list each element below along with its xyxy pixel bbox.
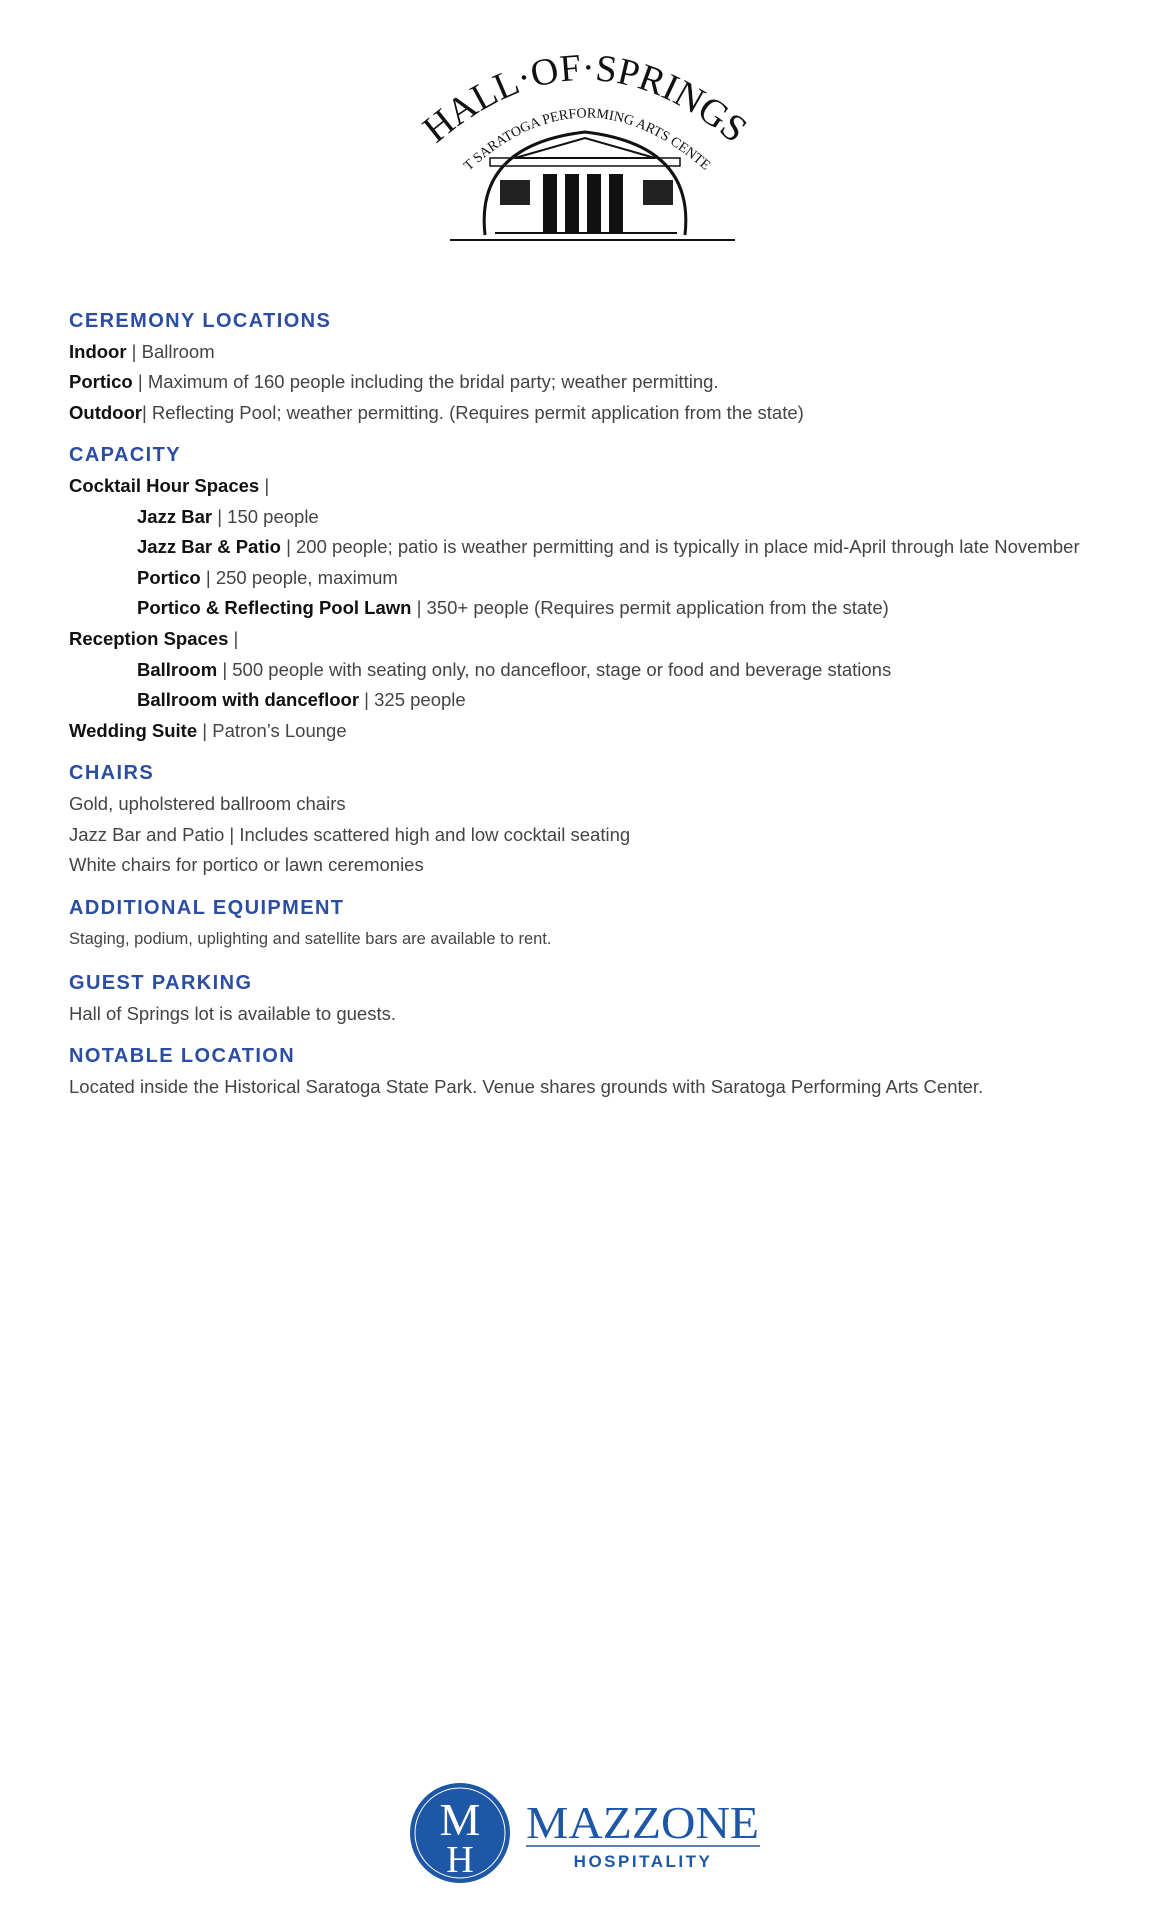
- capacity-wedding-suite: Wedding Suite | Patron’s Lounge: [69, 719, 347, 741]
- capacity-item: Portico & Reflecting Pool Lawn | 350+ people (Requires permit application from the state): [137, 597, 889, 619]
- svg-text:HALL·OF·SPRINGS: HALL·OF·SPRINGS: [415, 50, 755, 151]
- mazzone-hospitality-logo: [410, 1780, 770, 1886]
- venue-details: [69, 306, 1129, 1103]
- capacity-item: Jazz Bar & Patio | 200 people; patio is weather permitting and is typically in place mid-April through late November: [137, 536, 1080, 558]
- chairs-item: Gold, upholstered ballroom chairs: [69, 792, 346, 814]
- location-heading: NOTABLE LOCATION: [69, 1045, 296, 1068]
- equipment-heading: ADDITIONAL EQUIPMENT: [69, 896, 345, 919]
- capacity-group-cocktail: Cocktail Hour Spaces |: [69, 474, 270, 496]
- hall-of-springs-logo: [415, 50, 755, 250]
- svg-text:H: H: [446, 1839, 474, 1881]
- parking-heading: GUEST PARKING: [69, 972, 253, 995]
- parking-text: Hall of Springs lot is available to guests.: [69, 1002, 397, 1024]
- ceremony-item: Outdoor| Reflecting Pool; weather permitting. (Requires permit application from the state): [69, 401, 804, 423]
- capacity-item: Ballroom | 500 people with seating only, no dancefloor, stage or food and beverage stations: [137, 658, 892, 680]
- capacity-item: Portico | 250 people, maximum: [137, 566, 398, 588]
- capacity-item: Ballroom with dancefloor | 325 people: [137, 689, 466, 711]
- location-text: Located inside the Historical Saratoga State Park. Venue shares grounds with Saratoga Performing Arts Center.: [69, 1076, 984, 1098]
- svg-text:MAZZONE: MAZZONE: [526, 1797, 759, 1848]
- capacity-group-reception: Reception Spaces |: [69, 627, 239, 649]
- ceremony-item: Portico | Maximum of 160 people including the bridal party; weather permitting.: [69, 371, 719, 393]
- chairs-heading: CHAIRS: [69, 762, 155, 785]
- capacity-item: Jazz Bar | 150 people: [137, 505, 319, 527]
- equipment-text: Staging, podium, uplighting and satellite bars are available to rent.: [69, 930, 552, 949]
- ceremony-item: Indoor | Ballroom: [69, 340, 215, 362]
- chairs-item: White chairs for portico or lawn ceremonies: [69, 854, 424, 876]
- ceremony-heading: CEREMONY LOCATIONS: [69, 310, 332, 332]
- svg-text:HOSPITALITY: HOSPITALITY: [573, 1852, 713, 1871]
- chairs-item: Jazz Bar and Patio | Includes scattered high and low cocktail seating: [69, 823, 631, 845]
- svg-text:M: M: [439, 1794, 481, 1845]
- svg-text:AT SARATOGA PERFORMING ARTS CE: T SARATOGA PERFORMING ARTS CENTE: [461, 106, 713, 175]
- capacity-heading: CAPACITY: [69, 444, 181, 467]
